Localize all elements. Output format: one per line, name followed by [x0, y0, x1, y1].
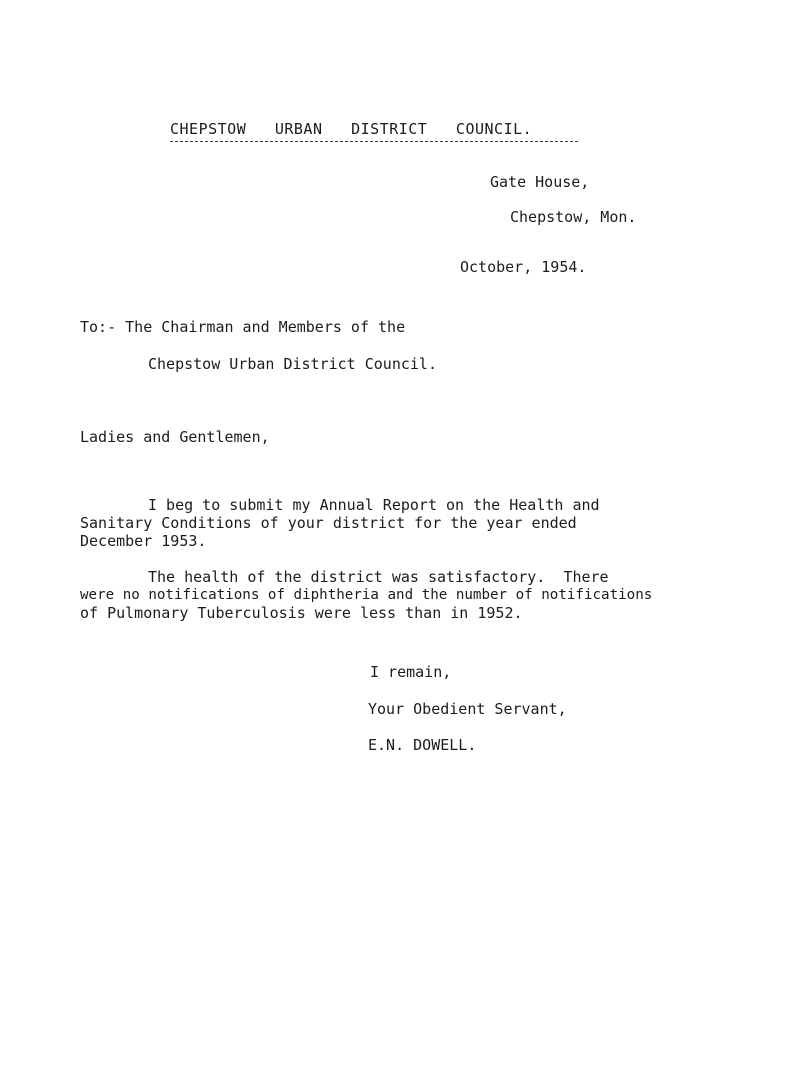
paragraph-2-line-2: were no notifications of diphtheria and the number of notifications [80, 587, 653, 603]
closing-servant: Your Obedient Servant, [368, 700, 567, 718]
address-line-1: Gate House, [490, 173, 590, 191]
letter-date: October, 1954. [460, 258, 587, 276]
recipient-line-1: To:- The Chairman and Members of the [80, 318, 406, 336]
paragraph-1-line-1: I beg to submit my Annual Report on the Health and [148, 496, 600, 514]
salutation: Ladies and Gentlemen, [80, 428, 270, 446]
paragraph-2-line-1: The health of the district was satisfactory. There [148, 568, 609, 586]
paragraph-1-line-2: Sanitary Conditions of your district for the year ended [80, 514, 577, 532]
council-heading: CHEPSTOW URBAN DISTRICT COUNCIL. [170, 120, 533, 138]
paragraph-2-line-3: of Pulmonary Tuberculosis were less than in 1952. [80, 604, 523, 622]
recipient-line-2: Chepstow Urban District Council. [148, 355, 437, 373]
closing-line: I remain, [370, 663, 452, 681]
heading-underline [170, 141, 578, 142]
paragraph-1-line-3: December 1953. [80, 532, 207, 550]
address-line-2: Chepstow, Mon. [510, 208, 637, 226]
signature: E.N. DOWELL. [368, 736, 477, 754]
